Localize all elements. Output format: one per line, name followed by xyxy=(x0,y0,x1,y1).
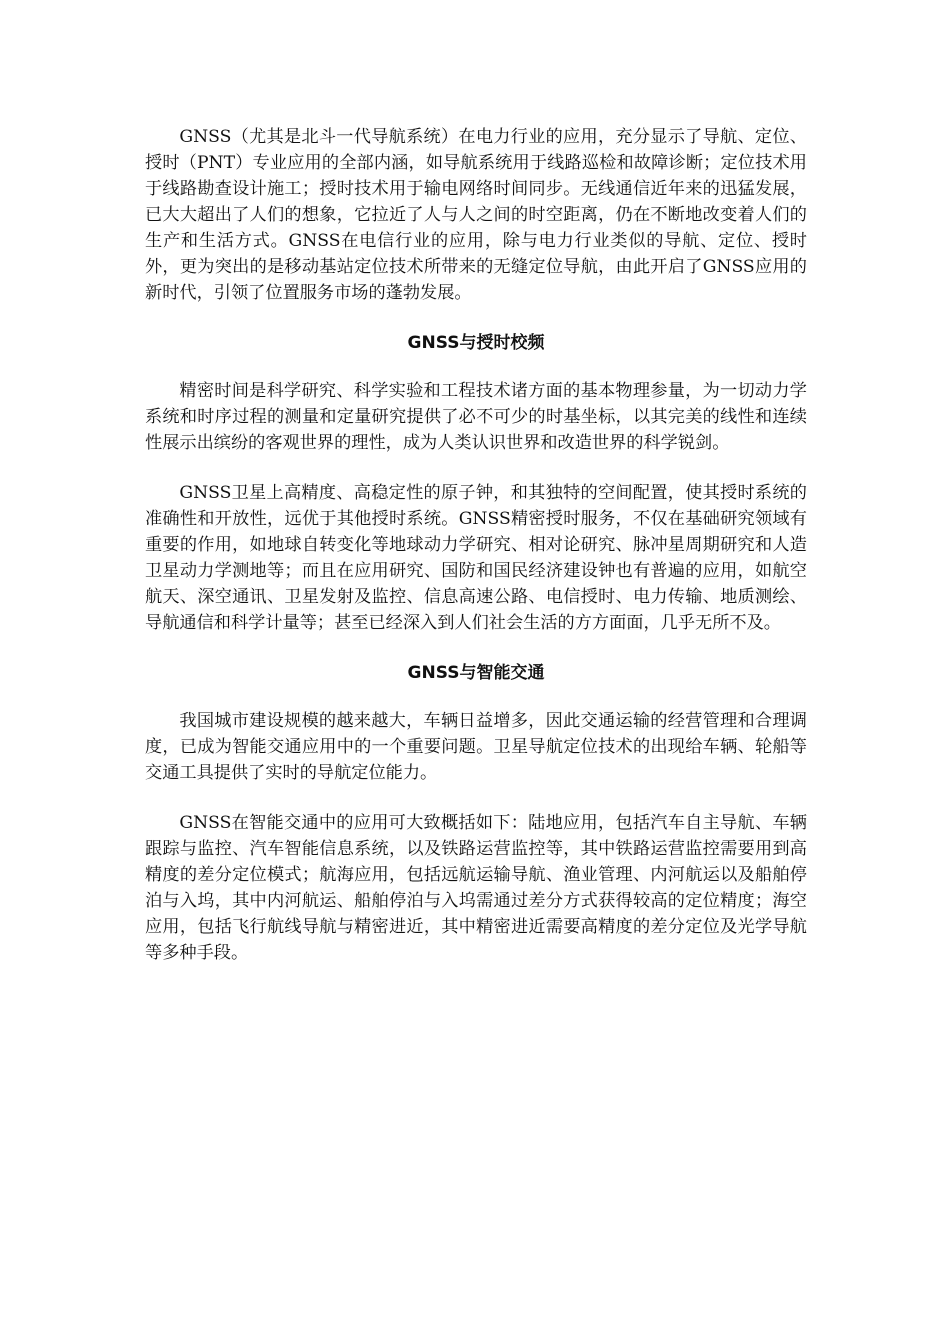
transport-paragraph-1: 我国城市建设规模的越来越大，车辆日益增多，因此交通运输的经营管理和合理调度，已成为智能交通应用中的一个重要问题。卫星导航定位技术的出现给车辆、轮船等交通工具提供了实时的导航定位能力。 xyxy=(145,711,807,783)
section-heading-transport: GNSS与智能交通 xyxy=(407,663,545,683)
section-heading-timing: GNSS与授时校频 xyxy=(407,333,545,353)
document-page xyxy=(145,124,807,990)
timing-paragraph-2: GNSS卫星上高精度、高稳定性的原子钟，和其独特的空间配置，使其授时系统的准确性和开放性，远优于其他授时系统。GNSS精密授时服务，不仅在基础研究领域有重要的作用，如地球自转变化等地球动力学研究、相对论研究、脉冲星周期研究和人造卫星动力学测地等；而且在应用研究、国防和国民经济建设钟也有普遍的应用，如航空航天、深空通讯、卫星发射及监控、信息高速公路、电信授时、电力传输、地质测绘、导航通信和科学计量等；甚至已经深入到人们社会生活的方方面面，几乎无所不及。 xyxy=(145,483,807,633)
timing-paragraph-1: 精密时间是科学研究、科学实验和工程技术诸方面的基本物理参量，为一切动力学系统和时序过程的测量和定量研究提供了必不可少的时基坐标，以其完美的线性和连续性展示出缤纷的客观世界的理性，成为人类认识世界和改造世界的科学锐剑。 xyxy=(145,381,807,453)
transport-paragraph-2: GNSS在智能交通中的应用可大致概括如下：陆地应用，包括汽车自主导航、车辆跟踪与监控、汽车智能信息系统，以及铁路运营监控等，其中铁路运营监控需要用到高精度的差分定位模式；航海应用，包括远航运输导航、渔业管理、内河航运以及船舶停泊与入坞，其中内河航运、船舶停泊与入坞需通过差分方式获得较高的定位精度；海空应用，包括飞行航线导航与精密进近，其中精密进近需要高精度的差分定位及光学导航等多种手段。 xyxy=(145,813,807,963)
intro-paragraph: GNSS（尤其是北斗一代导航系统）在电力行业的应用，充分显示了导航、定位、授时（PNT）专业应用的全部内涵，如导航系统用于线路巡检和故障诊断；定位技术用于线路勘查设计施工；授时技术用于输电网络时间同步。无线通信近年来的迅猛发展，已大大超出了人们的想象，它拉近了人与人之间的时空距离，仍在不断地改变着人们的生产和生活方式。GNSS在电信行业的应用，除与电力行业类似的导航、定位、授时外，更为突出的是移动基站定位技术所带来的无缝定位导航，由此开启了GNSS应用的新时代，引领了位置服务市场的蓬勃发展。 xyxy=(145,127,807,303)
